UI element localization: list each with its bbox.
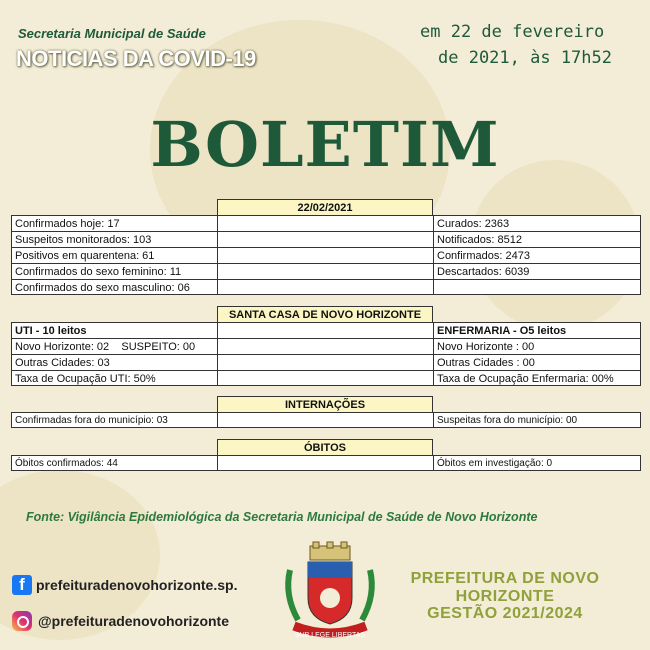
table-cell: Confirmados: 2473 [433, 247, 641, 263]
table-cell: Confirmados do sexo feminino: 11 [11, 263, 217, 279]
department-label: Secretaria Municipal de Saúde [18, 26, 206, 41]
facebook-handle: prefeituradenovohorizonte.sp. [36, 577, 238, 593]
table-cell: ENFERMARIA - O5 leitos [433, 322, 641, 338]
instagram-handle: @prefeituradenovohorizonte [38, 613, 229, 629]
table-cell: Taxa de Ocupação UTI: 50% [11, 370, 217, 386]
table-cell: Outras Cidades : 00 [433, 354, 641, 370]
table-cell: Confirmadas fora do município: 03 [11, 412, 217, 428]
table-cell: UTI - 10 leitos [11, 322, 217, 338]
table-cell: Taxa de Ocupação Enfermaria: 00% [433, 370, 641, 386]
table-cell: Óbitos confirmados: 44 [11, 455, 217, 471]
crest-motto: SUB LEGE LIBERTAS [294, 632, 366, 639]
prefeitura-term: GESTÃO 2021/2024 [427, 605, 583, 622]
table-cell: Suspeitos monitorados: 103 [11, 231, 217, 247]
instagram-link[interactable] [12, 611, 229, 631]
hospital-header: SANTA CASA DE NOVO HORIZONTE [217, 306, 433, 322]
hospitalizations-header: INTERNAÇÕES [217, 396, 433, 412]
table-cell: Óbitos em investigação: 0 [433, 455, 641, 471]
prefeitura-name: PREFEITURA DE NOVO HORIZONTE [410, 570, 600, 605]
facebook-icon: f [12, 575, 32, 595]
daily-stats-table [11, 199, 641, 295]
news-heading: NOTICIAS DA COVID-19 [16, 46, 256, 71]
table-cell: Confirmados hoje: 17 [11, 215, 217, 231]
table-cell: Outras Cidades: 03 [11, 354, 217, 370]
table-cell: Novo Horizonte: 02 SUSPEITO: 00 [11, 338, 217, 354]
table-cell: Novo Horizonte : 00 [433, 338, 641, 354]
hospital-table [11, 306, 641, 386]
table-cell: Notificados: 8512 [433, 231, 641, 247]
date-line-2: de 2021, às 17h52 [438, 48, 612, 68]
deaths-table [11, 439, 641, 471]
date-line-1: em 22 de fevereiro [420, 22, 605, 42]
table-cell [433, 279, 641, 295]
facebook-link[interactable] [12, 575, 237, 595]
table-cell: Curados: 2363 [433, 215, 641, 231]
deaths-header: ÓBITOS [217, 439, 433, 455]
table-date: 22/02/2021 [217, 199, 433, 215]
table-cell: Positivos em quarentena: 61 [11, 247, 217, 263]
instagram-icon [12, 611, 32, 631]
table-cell: Descartados: 6039 [433, 263, 641, 279]
hospitalizations-table [11, 396, 641, 428]
page-title: BOLETIM [150, 108, 500, 181]
table-cell: Confirmados do sexo masculino: 06 [11, 279, 217, 295]
table-cell: Suspeitas fora do município: 00 [433, 412, 641, 428]
source-note: Fonte: Vigilância Epidemiológica da Secretaria Municipal de Saúde de Novo Horizonte [26, 510, 538, 524]
